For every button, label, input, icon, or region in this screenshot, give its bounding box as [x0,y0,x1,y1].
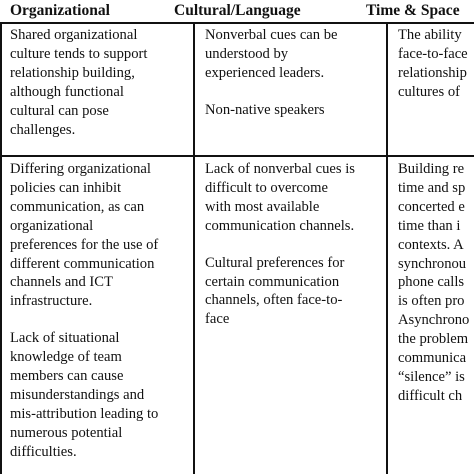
cell-line: communication, as can [10,198,145,215]
cell-line: face [205,311,230,328]
cell-line: Differing organizational [10,161,151,177]
cell-line: time than i [398,217,461,234]
cell-line: although functional [10,83,124,100]
table-cell-r1-organizational [10,26,147,139]
cell-line: cultural can pose [10,102,109,119]
cell-line: mis-attribution leading to [10,405,159,422]
table-cell-r2-time-space [398,160,469,406]
cell-line: Nonverbal cues can be [205,27,338,43]
cell-line: Lack of situational [10,330,120,347]
table-rule-col1 [193,22,195,474]
cell-line: Shared organizational [10,27,138,43]
table-cell-r2-organizational [10,160,158,462]
cell-line: face-to-face [398,45,468,62]
cell-line: The ability [398,27,462,43]
cell-line: synchronou [398,255,467,272]
cell-line: channels, often face-to- [205,292,343,309]
cell-line: is often pro [398,293,465,310]
cell-line: misunderstandings and [10,386,145,403]
cell-line: difficult to overcome [205,179,328,196]
cell-line: culture tends to support [10,45,148,62]
table-rule-left [0,22,2,474]
cell-line: Asynchrono [398,312,470,329]
cell-line: Non-native speakers [205,101,325,118]
cell-line: Lack of nonverbal cues is [205,161,355,177]
cell-line: policies can inhibit [10,179,122,196]
cell-line: the problem [398,331,469,348]
cell-line: difficult ch [398,387,463,404]
cell-line: organizational [10,217,94,234]
table-cell-r1-cultural-language [205,26,338,120]
table-rule-col2 [386,22,388,474]
cell-line: knowledge of team [10,349,122,366]
cell-line: time and sp [398,179,466,196]
cell-line: concerted e [398,198,465,215]
column-header-time-space: Time & Space [366,2,460,19]
column-header-organizational: Organizational [10,2,110,19]
cell-line: communication channels. [205,217,355,234]
cell-line: contexts. A [398,236,464,253]
paragraph-gap [10,311,158,329]
cell-line: “silence” is [398,368,465,385]
cell-line: difficulties. [10,443,77,460]
cell-line: Cultural preferences for [205,254,345,271]
cell-line: relationship [398,64,467,81]
table-cell-r2-cultural-language [205,160,355,329]
cell-line: numerous potential [10,424,123,441]
table-cell-r1-time-space [398,26,468,102]
cell-line: phone calls [398,274,465,291]
column-header-cultural-language: Cultural/Language [174,2,301,19]
paragraph-gap [205,83,338,101]
cell-line: different communication [10,255,155,272]
table-rule-header [0,22,474,24]
paragraph-gap [205,236,355,254]
cell-line: members can cause [10,368,124,385]
cell-line: preferences for the use of [10,236,159,253]
cell-line: understood by [205,45,289,62]
cell-line: challenges. [10,121,76,138]
cell-line: with most available [205,198,320,215]
cell-line: cultures of [398,83,461,100]
cell-line: Building re [398,161,465,177]
cell-line: relationship building, [10,64,135,81]
cell-line: experienced leaders. [205,64,325,81]
cell-line: channels and ICT [10,274,113,291]
table-rule-row-divider [0,155,474,157]
cell-line: certain communication [205,273,340,290]
cell-line: communica [398,350,467,367]
cell-line: infrastructure. [10,293,93,310]
